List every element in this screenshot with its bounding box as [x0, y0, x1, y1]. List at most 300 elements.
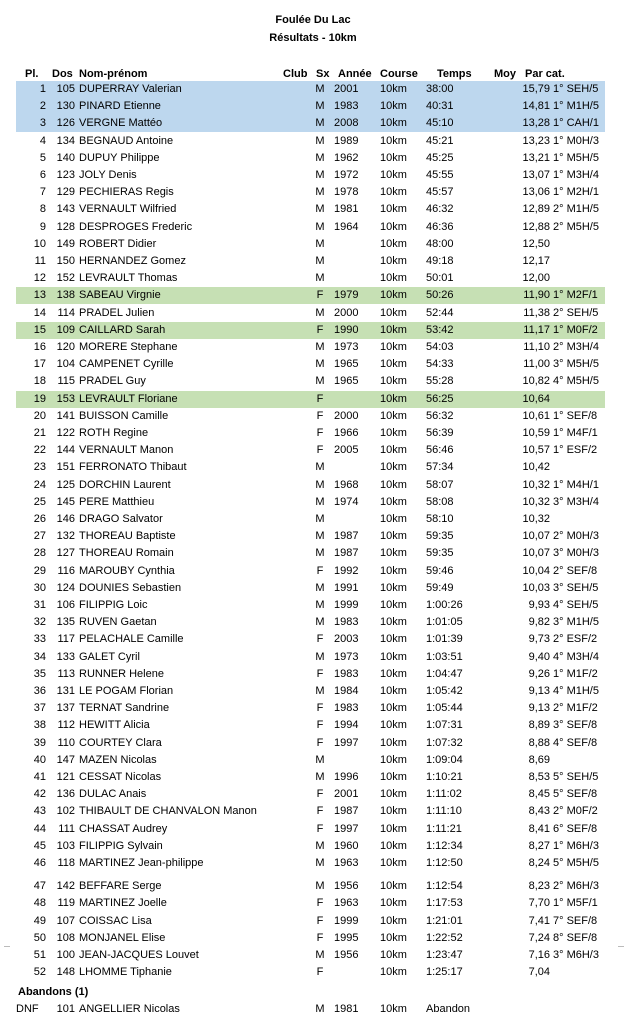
cell-annee: 1973: [334, 341, 359, 353]
cell-sx: M: [315, 530, 325, 543]
table-row: [16, 373, 605, 390]
header-cat: Par cat.: [525, 68, 565, 80]
cell-pl: 15: [33, 323, 46, 336]
cell-sx: M: [315, 478, 325, 491]
cell-pl: 19: [33, 392, 46, 405]
cell-dos: 117: [57, 633, 75, 646]
cell-temps: 1:01:05: [426, 616, 463, 629]
cell-pl: 50: [33, 931, 46, 944]
cell-annee: 2008: [334, 117, 359, 130]
cell-course: 10km: [380, 564, 407, 577]
cell-course: 10km: [380, 633, 407, 646]
cell-annee: 2005: [334, 444, 359, 457]
cell-annee: 1956: [334, 880, 359, 893]
table-row: [16, 580, 605, 597]
cell-pl: 48: [33, 897, 46, 910]
cell-sx: M: [315, 220, 325, 233]
table-row: [16, 700, 605, 717]
cell-course: 10km: [380, 805, 407, 818]
cell-moy: 12,88: [522, 220, 550, 233]
cell-name: MAZEN Nicolas: [79, 753, 157, 766]
cell-annee: 2000: [334, 409, 359, 422]
table-row: [16, 511, 605, 528]
cell-annee: 1996: [334, 771, 359, 783]
cell-dos: 109: [56, 323, 75, 336]
cell-course: 10km: [380, 495, 407, 508]
cell-dos: 104: [56, 358, 75, 371]
table-row: [16, 563, 605, 580]
cell-pl: 27: [33, 530, 46, 543]
table-row: [16, 184, 605, 201]
cell-cat: 2° M0H/3: [553, 530, 599, 543]
cell-dos: 100: [56, 949, 75, 961]
cell-sx: M: [315, 151, 325, 164]
cell-temps: 1:00:26: [426, 599, 463, 611]
cell-sx: M: [315, 581, 325, 594]
cell-moy: 10,04: [522, 564, 550, 577]
cell-pl: 46: [33, 857, 46, 869]
cell-dos: 153: [56, 392, 75, 405]
cell-annee: 1956: [334, 949, 359, 961]
cell-moy: 11,38: [523, 306, 550, 319]
cell-temps: 56:25: [426, 392, 454, 405]
cell-course: 10km: [380, 753, 407, 766]
dnf-course: 10km: [380, 1003, 407, 1015]
cell-moy: 12,17: [522, 255, 550, 267]
cell-course: 10km: [380, 880, 407, 893]
cell-temps: 54:33: [426, 358, 454, 371]
table-row: [16, 339, 605, 356]
table-row: [16, 930, 605, 947]
table-row: [16, 270, 605, 287]
cell-temps: 58:10: [426, 513, 454, 525]
cell-annee: 2000: [334, 306, 359, 319]
cell-dos: 111: [58, 822, 75, 835]
cell-pl: 37: [33, 702, 46, 715]
cell-temps: 45:25: [426, 151, 454, 164]
cell-moy: 8,69: [528, 753, 550, 766]
cell-annee: 2001: [334, 83, 359, 95]
cell-sx: M: [315, 237, 325, 250]
cell-dos: 131: [56, 685, 75, 697]
cell-temps: 1:11:21: [426, 822, 462, 835]
cell-dos: 137: [56, 702, 75, 715]
cell-temps: 1:10:21: [426, 771, 463, 783]
cell-dos: 144: [56, 444, 75, 457]
cell-annee: 1979: [334, 289, 359, 302]
cell-annee: 1992: [334, 564, 359, 577]
cell-moy: 9,93: [528, 599, 550, 611]
cell-name: LE POGAM Florian: [79, 685, 174, 697]
cell-dos: 122: [56, 427, 75, 439]
cell-temps: 1:21:01: [426, 914, 463, 927]
cell-name: HERNANDEZ Gomez: [79, 255, 186, 267]
cell-pl: 22: [33, 444, 46, 457]
cell-pl: 1: [39, 83, 46, 95]
cell-dos: 152: [56, 272, 75, 285]
cell-sx: F: [316, 736, 324, 749]
page-title: Foulée Du Lac: [275, 14, 351, 26]
cell-temps: 59:46: [426, 564, 454, 577]
table-row: [16, 855, 605, 872]
cell-cat: 1° M5H/5: [553, 151, 599, 164]
cell-moy: 7,04: [528, 966, 550, 979]
cell-dos: 115: [57, 375, 75, 388]
cell-annee: 1981: [334, 203, 359, 216]
cell-dos: 149: [56, 237, 75, 250]
cell-moy: 8,27: [528, 839, 550, 852]
cell-sx: M: [315, 117, 325, 130]
cell-name: ROTH Regine: [79, 427, 149, 439]
cell-name: COURTEY Clara: [79, 736, 162, 749]
cell-cat: 1° M0H/3: [553, 134, 599, 147]
cell-sx: F: [316, 392, 324, 405]
cell-cat: 5° M5H/5: [553, 857, 599, 869]
cell-temps: 1:07:31: [426, 719, 463, 732]
cell-sx: M: [315, 685, 325, 697]
cell-cat: 2° M5H/5: [553, 220, 599, 233]
cell-annee: 1983: [334, 667, 359, 680]
cell-sx: M: [315, 255, 325, 267]
cell-cat: 1° ESF/2: [553, 444, 598, 457]
cell-moy: 8,23: [528, 880, 550, 893]
cell-course: 10km: [380, 530, 407, 543]
cell-dos: 128: [56, 220, 75, 233]
cell-dos: 102: [56, 805, 75, 818]
cell-sx: M: [315, 186, 325, 199]
cell-name: CAILLARD Sarah: [79, 323, 166, 336]
cell-course: 10km: [380, 341, 407, 353]
cell-annee: 1963: [334, 897, 359, 910]
cell-name: RUVEN Gaetan: [79, 616, 157, 629]
cell-sx: F: [316, 667, 324, 680]
cell-pl: 29: [33, 564, 46, 577]
cell-temps: 56:46: [426, 444, 454, 457]
cell-moy: 8,43: [528, 805, 550, 818]
cell-sx: M: [315, 341, 325, 353]
cell-course: 10km: [380, 788, 407, 801]
table-row: [16, 878, 605, 895]
cell-moy: 8,89: [528, 719, 550, 732]
cell-moy: 11,10: [523, 341, 550, 353]
cell-course: 10km: [380, 616, 407, 629]
cell-moy: 10,07: [522, 547, 550, 560]
cell-moy: 9,40: [528, 650, 550, 663]
cell-cat: 1° M4F/1: [553, 427, 598, 439]
cell-cat: 4° M1H/5: [553, 685, 599, 697]
cell-name: MONJANEL Elise: [79, 931, 166, 944]
cell-dos: 114: [57, 306, 75, 319]
dnf-row: [0, 1001, 626, 1018]
cell-name: TERNAT Sandrine: [79, 702, 170, 715]
cell-dos: 133: [56, 650, 75, 663]
cell-moy: 9,26: [528, 667, 550, 680]
cell-pl: 39: [33, 736, 46, 749]
cell-name: CHASSAT Audrey: [79, 822, 168, 835]
table-row: [16, 356, 605, 373]
cell-name: JOLY Denis: [79, 169, 137, 181]
cell-pl: 28: [33, 547, 46, 560]
cell-name: PINARD Etienne: [79, 100, 161, 113]
cell-sx: M: [315, 949, 325, 961]
margin-mark: [4, 946, 10, 947]
cell-course: 10km: [380, 966, 407, 979]
cell-name: ROBERT Didier: [79, 237, 157, 250]
cell-dos: 142: [56, 880, 75, 893]
cell-pl: 18: [33, 375, 46, 388]
cell-cat: 3° M1H/5: [553, 616, 599, 629]
table-row: [16, 786, 605, 803]
cell-moy: 11,90: [523, 289, 550, 302]
cell-pl: 24: [33, 478, 46, 491]
cell-sx: F: [316, 409, 324, 422]
cell-name: FILIPPIG Loic: [79, 599, 148, 611]
cell-moy: 13,21: [522, 151, 550, 164]
cell-name: THOREAU Baptiste: [79, 530, 176, 543]
table-row: [16, 752, 605, 769]
table-row: [16, 494, 605, 511]
cell-pl: 44: [33, 822, 46, 835]
table-row: [16, 683, 605, 700]
cell-temps: 1:23:47: [426, 949, 463, 961]
cell-annee: 1964: [334, 220, 359, 233]
cell-pl: 6: [39, 169, 46, 181]
cell-moy: 14,81: [522, 100, 550, 113]
header-pl: Pl.: [25, 68, 39, 80]
cell-temps: 58:07: [426, 478, 454, 491]
cell-cat: 1° M3H/4: [553, 169, 599, 181]
cell-dos: 121: [56, 771, 75, 783]
cell-moy: 10,32: [522, 478, 550, 491]
table-row: [16, 717, 605, 734]
header-course: Course: [380, 68, 418, 80]
cell-pl: 4: [39, 134, 46, 147]
cell-dos: 107: [56, 914, 75, 927]
cell-cat: 1° CAH/1: [553, 117, 599, 130]
cell-name: DUPUY Philippe: [79, 151, 160, 164]
cell-name: JEAN-JACQUES Louvet: [79, 949, 199, 961]
cell-moy: 9,13: [528, 702, 550, 715]
cell-annee: 1990: [334, 323, 359, 336]
cell-cat: 1° M6H/3: [553, 839, 599, 852]
table-row: [16, 322, 605, 339]
cell-moy: 11,17: [523, 323, 550, 336]
cell-cat: 1° M4H/1: [553, 478, 599, 491]
cell-sx: M: [315, 513, 325, 525]
cell-temps: 1:11:10: [426, 805, 462, 818]
cell-name: THIBAULT DE CHANVALON Manon: [79, 805, 257, 818]
cell-temps: 1:07:32: [426, 736, 463, 749]
cell-annee: 1966: [334, 427, 359, 439]
cell-temps: 49:18: [426, 255, 454, 267]
header-club: Club: [283, 68, 308, 80]
cell-course: 10km: [380, 427, 407, 439]
cell-name: BEFFARE Serge: [79, 880, 162, 893]
cell-pl: 40: [33, 753, 46, 766]
cell-sx: F: [316, 444, 324, 457]
cell-name: PELACHALE Camille: [79, 633, 184, 646]
cell-moy: 10,32: [522, 513, 550, 525]
cell-dos: 124: [56, 581, 75, 594]
cell-sx: M: [315, 857, 325, 869]
cell-pl: 7: [39, 186, 46, 199]
cell-dos: 125: [56, 478, 75, 491]
cell-temps: 38:00: [426, 83, 454, 95]
table-row: [16, 947, 605, 964]
cell-cat: 7° SEF/8: [553, 914, 598, 927]
cell-name: BUISSON Camille: [79, 409, 169, 422]
cell-pl: 2: [39, 100, 46, 113]
cell-temps: 1:05:44: [426, 702, 463, 715]
dnf-pl: DNF: [16, 1003, 39, 1015]
cell-cat: 1° M1H/5: [553, 100, 599, 113]
cell-moy: 7,70: [528, 897, 550, 910]
cell-temps: 48:00: [426, 237, 454, 250]
table-row: [16, 545, 605, 562]
table-row: [16, 425, 605, 442]
table-row: [16, 769, 605, 786]
cell-moy: 10,64: [522, 392, 550, 405]
cell-dos: 132: [56, 530, 75, 543]
cell-moy: 8,45: [528, 788, 550, 801]
cell-moy: 13,23: [522, 134, 550, 147]
cell-pl: 17: [33, 358, 46, 371]
cell-course: 10km: [380, 478, 407, 491]
cell-pl: 34: [33, 650, 46, 663]
cell-dos: 134: [56, 134, 75, 147]
cell-course: 10km: [380, 685, 407, 697]
cell-pl: 25: [33, 495, 46, 508]
header-sx: Sx: [316, 68, 330, 80]
cell-dos: 120: [56, 341, 75, 353]
cell-moy: 10,61: [522, 409, 550, 422]
cell-cat: 8° SEF/8: [553, 931, 598, 944]
cell-temps: 46:36: [426, 220, 454, 233]
table-row: [16, 201, 605, 218]
cell-pl: 35: [33, 667, 46, 680]
cell-pl: 13: [33, 289, 46, 302]
cell-pl: 10: [33, 237, 46, 250]
cell-sx: M: [315, 616, 325, 629]
cell-pl: 33: [33, 633, 46, 646]
cell-pl: 8: [39, 203, 46, 216]
cell-annee: 1995: [334, 931, 359, 944]
table-row: [16, 219, 605, 236]
cell-temps: 1:22:52: [426, 931, 463, 944]
cell-pl: 36: [33, 685, 46, 697]
cell-temps: 56:39: [426, 427, 454, 439]
cell-moy: 10,03: [522, 581, 550, 594]
cell-moy: 10,07: [522, 530, 550, 543]
cell-pl: 38: [33, 719, 46, 732]
cell-course: 10km: [380, 444, 407, 457]
cell-sx: F: [316, 788, 324, 801]
cell-course: 10km: [380, 83, 407, 95]
cell-sx: M: [315, 306, 325, 319]
cell-dos: 118: [57, 857, 75, 869]
cell-pl: 43: [33, 805, 46, 818]
cell-dos: 105: [56, 83, 75, 95]
cell-temps: 45:10: [426, 117, 454, 130]
abandons-heading: Abandons (1): [18, 986, 89, 998]
cell-name: LEVRAULT Thomas: [79, 272, 178, 285]
cell-cat: 1° M1F/2: [553, 667, 598, 680]
dnf-sx: M: [315, 1003, 325, 1015]
cell-cat: 2° ESF/2: [553, 633, 598, 646]
cell-course: 10km: [380, 547, 407, 560]
cell-course: 10km: [380, 914, 407, 927]
cell-dos: 123: [56, 169, 75, 181]
cell-pl: 41: [33, 771, 46, 783]
cell-cat: 1° M0F/2: [553, 323, 598, 336]
cell-dos: 112: [57, 719, 75, 732]
table-row: [16, 98, 605, 115]
cell-temps: 1:09:04: [426, 753, 463, 766]
cell-moy: 13,28: [522, 117, 550, 130]
cell-annee: 1962: [334, 151, 359, 164]
cell-temps: 55:28: [426, 375, 454, 388]
cell-temps: 1:05:42: [426, 685, 463, 697]
cell-dos: 103: [56, 839, 75, 852]
cell-pl: 52: [33, 966, 46, 979]
cell-name: PECHIERAS Regis: [79, 186, 174, 199]
cell-cat: 3° SEH/5: [553, 581, 599, 594]
cell-cat: 2° M1F/2: [553, 702, 598, 715]
cell-sx: M: [315, 203, 325, 216]
cell-moy: 11,00: [523, 358, 550, 371]
cell-course: 10km: [380, 100, 407, 113]
cell-moy: 10,57: [522, 444, 550, 457]
cell-moy: 9,82: [528, 616, 550, 629]
table-row: [16, 895, 605, 912]
cell-dos: 129: [56, 186, 75, 199]
cell-course: 10km: [380, 667, 407, 680]
cell-course: 10km: [380, 358, 407, 371]
table-row: [16, 631, 605, 648]
cell-sx: M: [315, 134, 325, 147]
cell-course: 10km: [380, 306, 407, 319]
cell-course: 10km: [380, 822, 407, 835]
cell-dos: 141: [56, 409, 75, 422]
cell-temps: 1:03:51: [426, 650, 463, 663]
cell-name: LEVRAULT Floriane: [79, 392, 178, 405]
cell-name: VERNAULT Manon: [79, 444, 174, 457]
cell-dos: 108: [56, 931, 75, 944]
cell-annee: 1963: [334, 857, 359, 869]
cell-temps: 53:42: [426, 323, 454, 336]
cell-dos: 148: [56, 966, 75, 979]
cell-cat: 1° M2F/1: [553, 289, 598, 302]
cell-moy: 10,82: [522, 375, 550, 388]
cell-name: CAMPENET Cyrille: [79, 358, 174, 371]
cell-course: 10km: [380, 220, 407, 233]
cell-moy: 10,59: [522, 427, 550, 439]
table-row: [16, 133, 605, 150]
cell-temps: 1:12:54: [426, 880, 463, 893]
cell-name: PERE Matthieu: [79, 495, 155, 508]
cell-name: MAROUBY Cynthia: [79, 564, 175, 577]
cell-temps: 1:01:39: [426, 633, 463, 646]
cell-pl: 32: [33, 616, 46, 629]
table-row: [16, 236, 605, 253]
cell-course: 10km: [380, 839, 407, 852]
cell-moy: 13,06: [522, 186, 550, 199]
cell-cat: 4° SEH/5: [553, 599, 599, 611]
cell-moy: 12,00: [522, 272, 550, 285]
cell-annee: 1987: [334, 547, 359, 560]
cell-sx: M: [315, 169, 325, 181]
cell-annee: 1965: [334, 375, 359, 388]
